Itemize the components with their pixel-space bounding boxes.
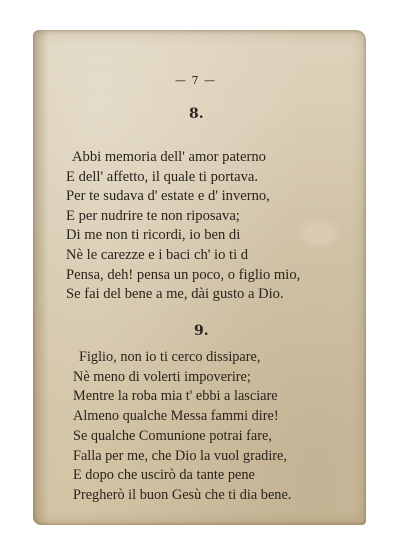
verse-line: Falla per me, che Dio la vuol gradire, bbox=[73, 447, 287, 464]
faded-paper-patch bbox=[297, 218, 341, 248]
verse-line: Pensa, deh! pensa un poco, o figlio mio, bbox=[66, 266, 301, 283]
stanza-8-verses bbox=[66, 148, 300, 305]
verse-line: Se qualche Comunione potrai fare, bbox=[73, 427, 272, 444]
verse-line: Pregherò il buon Gesù che ti dia bene. bbox=[73, 486, 292, 503]
verse-line: Abbi memoria dell' amor paterno bbox=[72, 149, 266, 165]
page-number: — 7 — bbox=[175, 74, 216, 87]
verse-line: Almeno qualche Messa fammi dire! bbox=[73, 408, 279, 425]
aged-paper-page bbox=[33, 30, 366, 525]
verse-line: Mentre la roba mia t' ebbi a lasciare bbox=[73, 388, 278, 405]
verse-line: E dopo che uscirò da tante pene bbox=[73, 467, 255, 484]
stanza-9-verses bbox=[73, 348, 291, 506]
verse-line: Di me non ti ricordi, io ben di bbox=[66, 227, 241, 244]
verse-line: Nè le carezze e i baci ch' io ti d bbox=[66, 246, 249, 263]
stanza-number-9: 9. bbox=[194, 323, 209, 339]
verse-line: Se fai del bene a me, dài gusto a Dio. bbox=[66, 286, 284, 303]
verse-line: E dell' affetto, il quale ti portava. bbox=[66, 168, 259, 185]
verse-line: E per nudrire te non riposava; bbox=[66, 207, 240, 224]
verse-line: Nè meno di volerti impoverire; bbox=[73, 368, 251, 385]
stanza-number-8: 8. bbox=[189, 106, 204, 122]
verse-line: Per te sudava d' estate e d' inverno, bbox=[66, 188, 270, 205]
verse-line: Figlio, non io ti cerco dissipare, bbox=[79, 349, 261, 365]
